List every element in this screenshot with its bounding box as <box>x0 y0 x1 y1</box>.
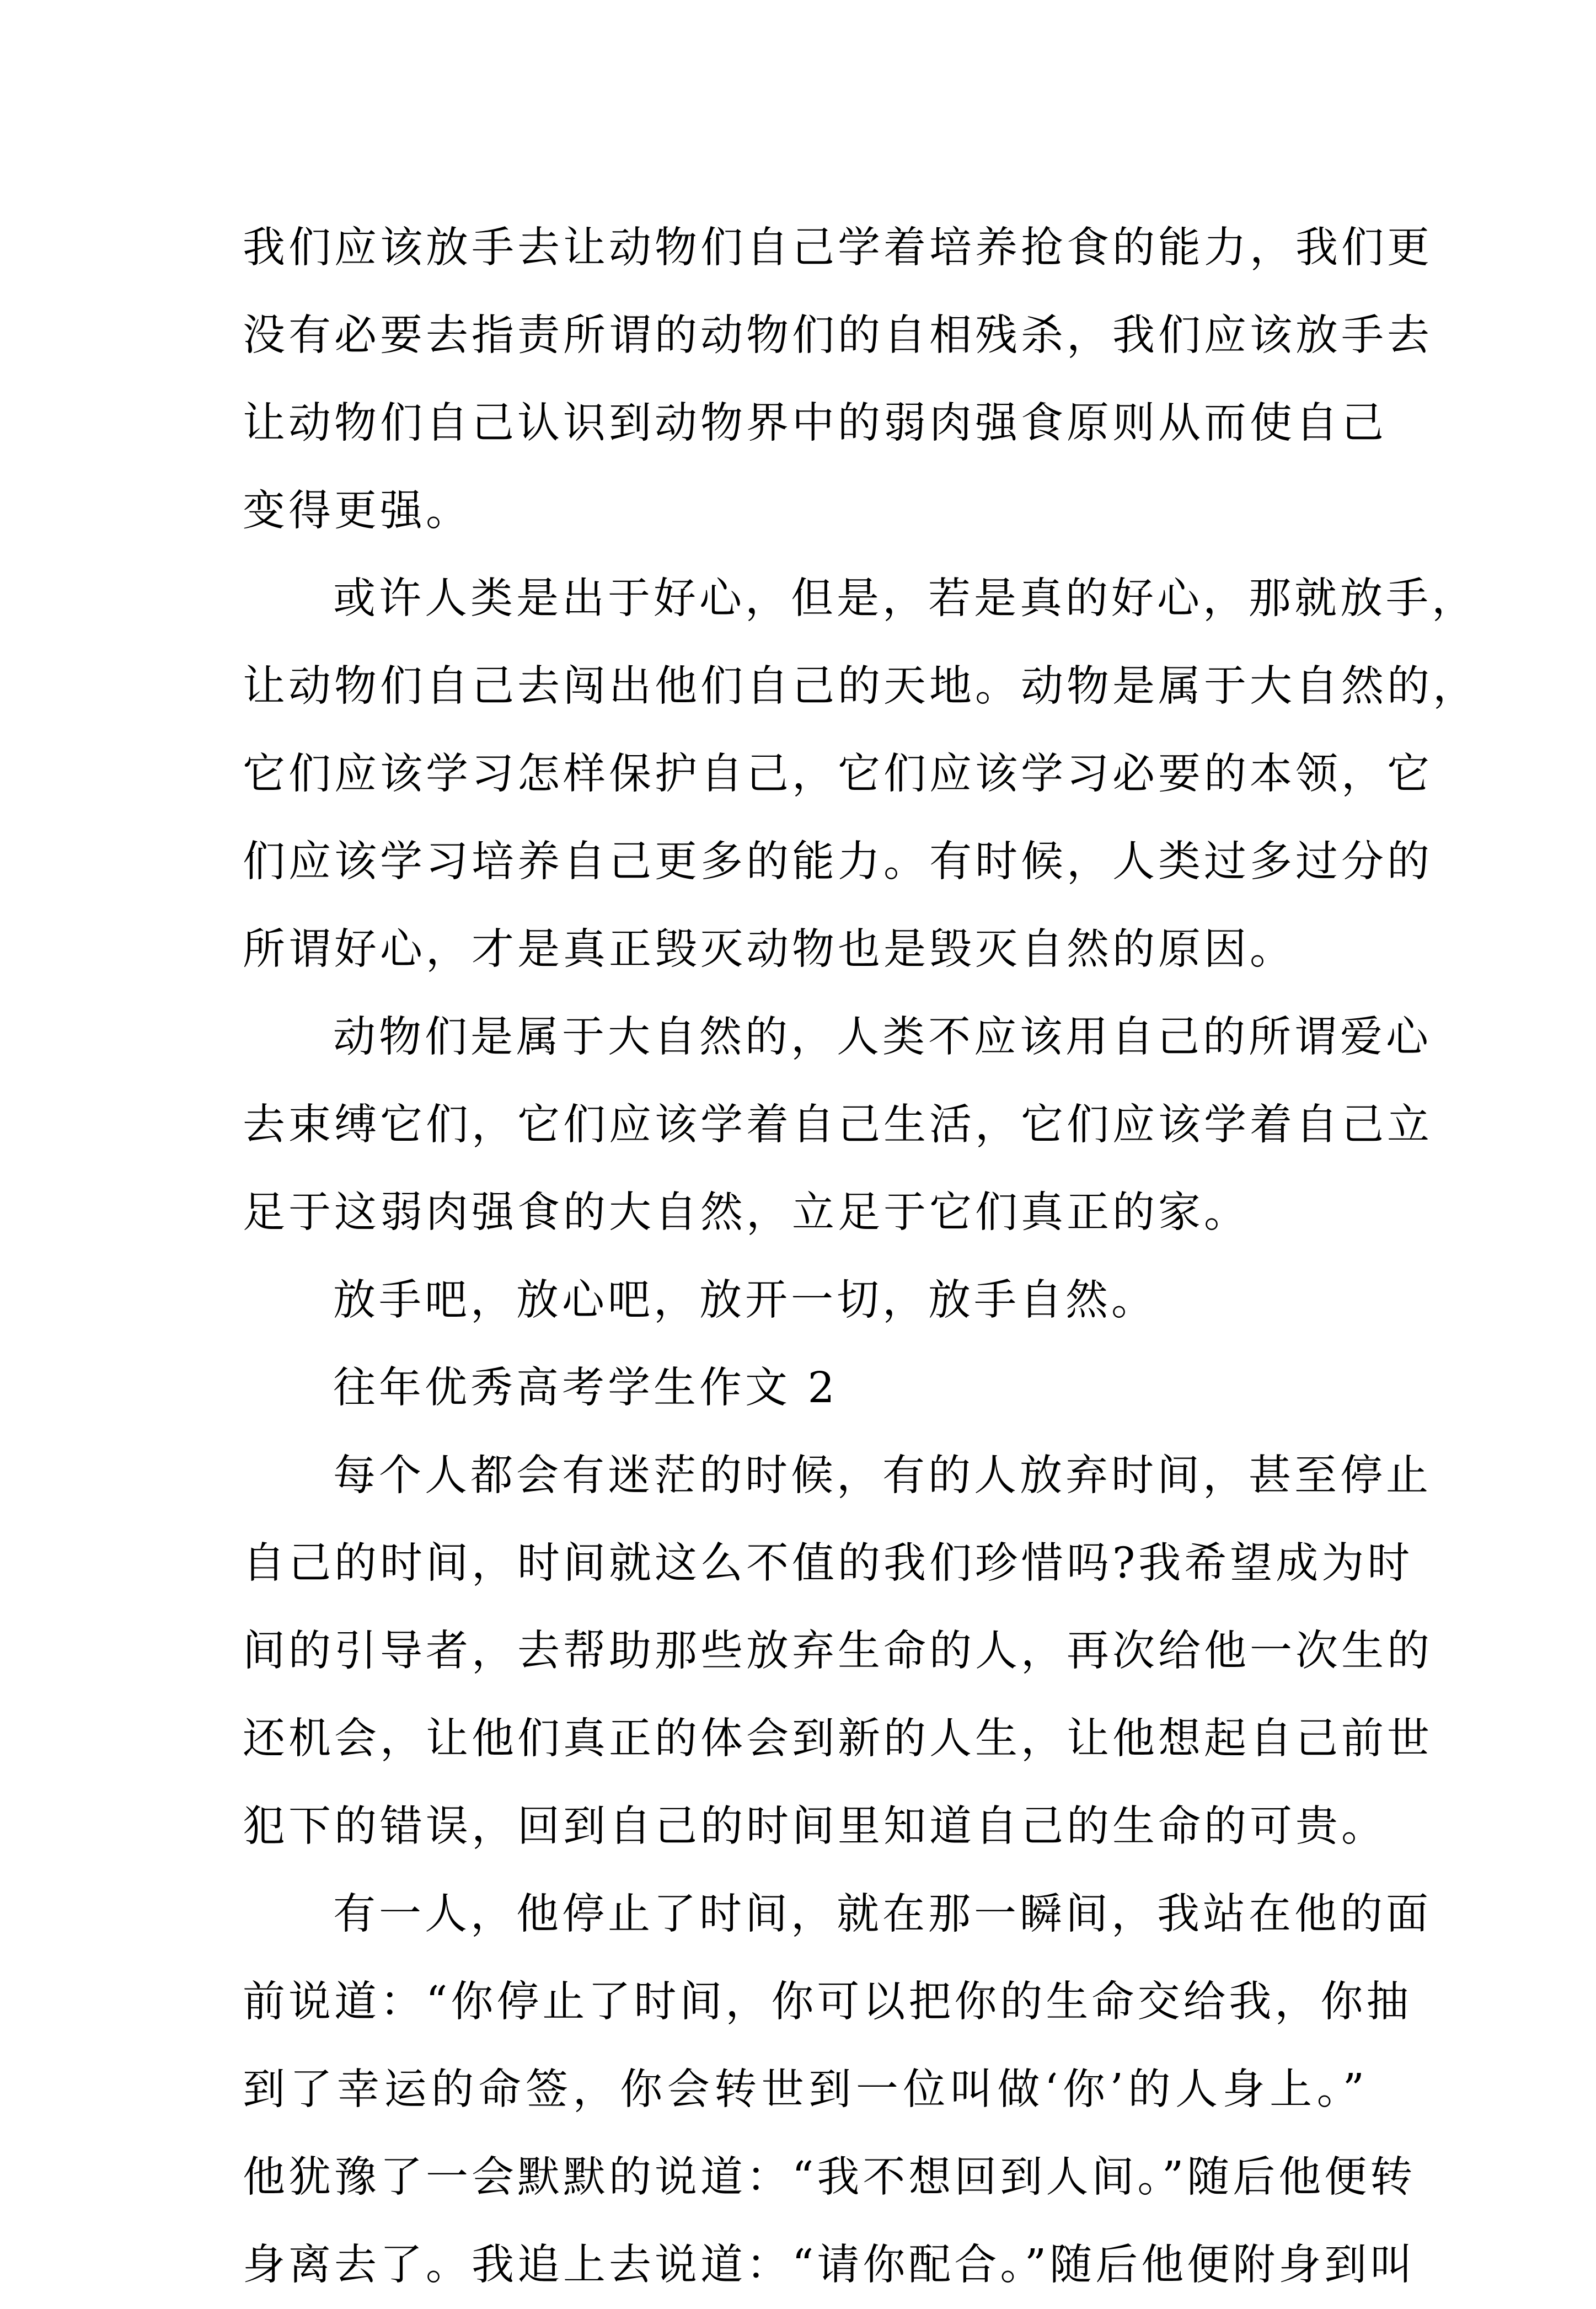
text-line: 自己的时间，时间就这么不值的我们珍惜吗?我希望成为时 <box>243 1539 1413 1588</box>
text-line: 变得更强。 <box>243 487 472 536</box>
section-heading: 往年优秀高考学生作文 2 <box>333 1364 838 1413</box>
text-line: 间的引导者，去帮助那些放弃生命的人，再次给他一次生的 <box>243 1627 1433 1676</box>
text-line: 让动物们自己去闯出他们自己的天地。动物是属于大自然的， <box>243 662 1479 711</box>
paragraph-first-line: 放手吧，放心吧，放开一切，放手自然。 <box>333 1276 1157 1325</box>
text-line: 犯下的错误，回到自己的时间里知道自己的生命的可贵。 <box>243 1802 1387 1851</box>
text-line: 们应该学习培养自己更多的能力。有时候，人类过多过分的 <box>243 837 1433 886</box>
text-line: 身离去了。我追上去说道：“请你配合。”随后他便附身到叫 <box>243 2241 1416 2290</box>
paragraph-first-line: 有一人，他停止了时间，就在那一瞬间，我站在他的面 <box>333 1890 1432 1939</box>
paragraph-first-line: 每个人都会有迷茫的时候，有的人放弃时间，甚至停止 <box>333 1451 1432 1500</box>
text-line: 去束缚它们，它们应该学着自己生活，它们应该学着自己立 <box>243 1100 1433 1150</box>
document-body <box>243 204 1479 2309</box>
text-line: 没有必要去指责所谓的动物们的自相残杀，我们应该放手去 <box>243 311 1433 360</box>
text-line: 还机会，让他们真正的体会到新的人生，让他想起自己前世 <box>243 1714 1433 1763</box>
text-line: 它们应该学习怎样保护自己，它们应该学习必要的本领，它 <box>243 750 1433 799</box>
text-line: 所谓好心，才是真正毁灭动物也是毁灭自然的原因。 <box>243 925 1295 974</box>
text-line: 到了幸运的命签，你会转世到一位叫做‘你’的人身上。” <box>243 2065 1368 2114</box>
text-line: 足于这弱肉强食的大自然，立足于它们真正的家。 <box>243 1188 1250 1237</box>
text-line: 前说道：“你停止了时间，你可以把你的生命交给我，你抽 <box>243 1977 1412 2027</box>
text-line: 我们应该放手去让动物们自己学着培养抢食的能力，我们更 <box>243 223 1433 272</box>
text-line: 他犹豫了一会默默的说道：“我不想回到人间。”随后他便转 <box>243 2153 1416 2202</box>
text-line: 让动物们自己认识到动物界中的弱肉强食原则从而使自己 <box>243 399 1387 448</box>
paragraph-first-line: 动物们是属于大自然的，人类不应该用自己的所谓爱心 <box>333 1013 1432 1062</box>
paragraph-first-line: 或许人类是出于好心，但是，若是真的好心，那就放手， <box>333 574 1477 623</box>
